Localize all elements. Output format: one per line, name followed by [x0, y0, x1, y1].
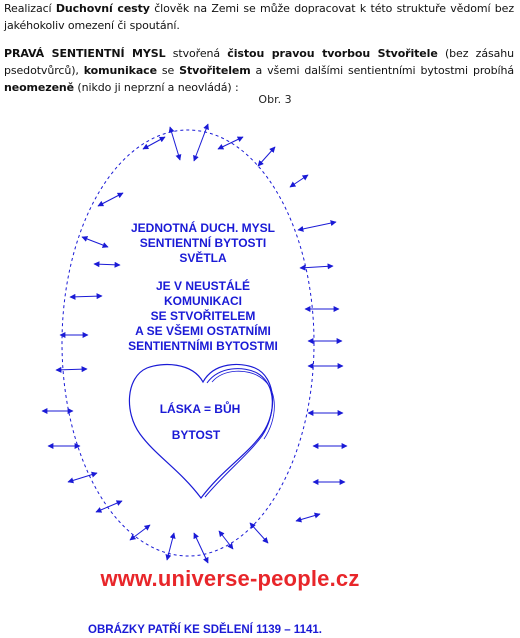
bold-run: neomezeně — [4, 81, 75, 94]
diagram-line-2: SENTIENTNÍ BYTOSTI — [139, 236, 267, 250]
double-arrow — [290, 175, 308, 187]
text-run: stvořená — [165, 47, 228, 60]
double-arrow — [298, 222, 336, 230]
bold-run: komunikace — [83, 64, 157, 77]
double-arrow — [218, 137, 243, 149]
diagram-line-7: A SE VŠEMI OSTATNÍMI — [135, 324, 271, 338]
bold-run: Stvořitelem — [179, 64, 251, 77]
bold-run: Duchovní cesty — [55, 2, 150, 15]
double-arrow — [94, 264, 120, 265]
double-arrow — [194, 124, 208, 161]
text-run: (nikdo ji neprzní a neovládá) : — [74, 81, 239, 94]
double-arrow — [98, 193, 123, 206]
double-arrow — [300, 266, 333, 268]
double-arrow — [296, 514, 320, 521]
footer-note: OBRÁZKY PATŘÍ KE SDĚLENÍ 1139 – 1141. — [88, 624, 322, 636]
text-run: člověk na Zemi se může dopracovat k této struktuře vědomí bez jakéhokoliv omezení či spoutání. — [4, 2, 515, 32]
bold-run: PRAVÁ SENTIENTNÍ MYSL — [4, 47, 166, 60]
diagram-line-6: SE STVOŘITELEM — [150, 309, 256, 323]
double-arrow — [68, 473, 97, 482]
double-arrow — [70, 296, 102, 297]
diagram-line-4: JE V NEUSTÁLÉ — [155, 279, 251, 293]
double-arrow — [143, 137, 165, 149]
double-arrow — [82, 237, 108, 247]
text-run: se — [156, 64, 180, 77]
text-run: a všemi dalšími sentientními bytostmi probíhá — [250, 64, 514, 77]
double-arrow — [130, 525, 150, 540]
heart-line-2: BYTOST — [171, 428, 221, 442]
double-arrow — [170, 127, 180, 160]
double-arrow — [194, 533, 208, 563]
double-arrow — [258, 147, 275, 166]
double-arrow — [167, 533, 174, 560]
double-arrow — [250, 523, 268, 543]
figure-caption: Obr. 3 — [258, 93, 292, 106]
website-link[interactable]: www.universe-people.cz — [100, 566, 360, 591]
diagram-line-5: KOMUNIKACI — [164, 294, 242, 308]
text-run: (bez zásahu psedotvůrců), — [4, 47, 514, 77]
diagram-line-1: JEDNOTNÁ DUCH. MYSL — [130, 221, 276, 235]
heart-line-1: LÁSKA = BŮH — [159, 402, 241, 416]
diagram-line-3: SVĚTLA — [179, 251, 227, 265]
text-run: Realizací — [4, 2, 56, 15]
double-arrow — [96, 501, 122, 512]
diagram-line-8: SENTIENTNÍMI BYTOSTMI — [128, 339, 278, 353]
double-arrow — [56, 369, 87, 370]
bold-run: čistou pravou tvorbou Stvořitele — [227, 47, 438, 60]
